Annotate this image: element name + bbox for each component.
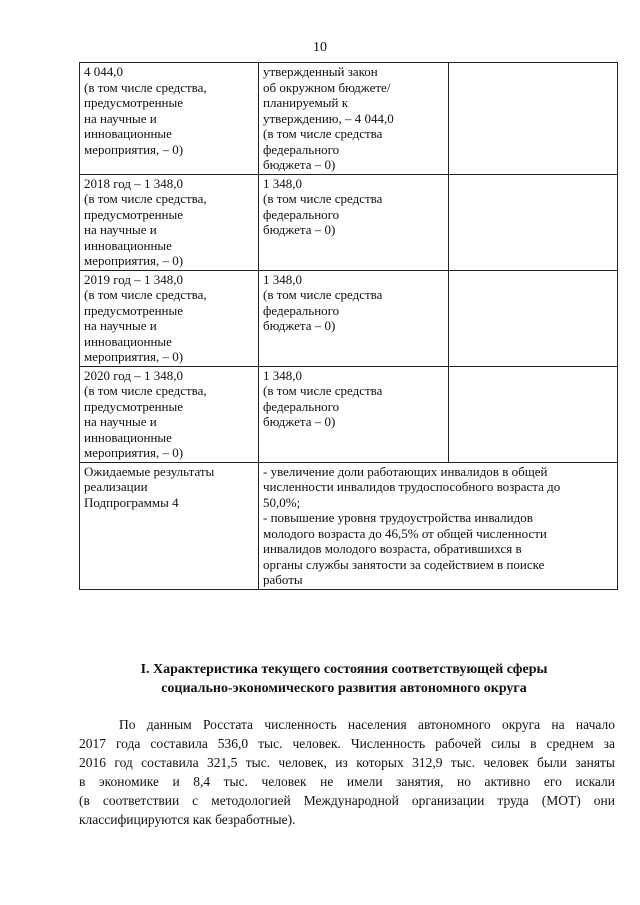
text-line: инновационные [84, 333, 172, 349]
paragraph-line: По данным Росстата численность населения автономного округа на начало [119, 717, 615, 732]
text-line: предусмотренные [84, 302, 184, 318]
text-line: численности инвалидов трудоспособного возраста до [263, 479, 561, 494]
budget-source-cell [259, 174, 449, 270]
heading-line: социально-экономического развития автономного округа [161, 681, 527, 696]
text-line: инвалидов молодого возраста, обратившихся в [263, 541, 522, 556]
text-line: федерального [263, 141, 340, 157]
text-line: предусмотренные [84, 398, 184, 414]
funding-year-cell [80, 174, 259, 270]
text-line: 4 044,0 [84, 64, 123, 79]
page-number: 10 [313, 40, 327, 55]
text-line: инновационные [84, 126, 172, 141]
text-line: бюджета – 0) [263, 414, 336, 429]
text-line: мероприятия, – 0) [84, 253, 184, 268]
text-line: утвержденный закон [263, 64, 378, 79]
text-line: органы службы занятости за содействием в поиске [263, 556, 545, 572]
text-line: инновационные [84, 429, 172, 445]
text-line: мероприятия, – 0) [84, 141, 184, 157]
text-line: инновационные [84, 237, 172, 253]
text-line: (в том числе средства, [84, 79, 207, 95]
text-line: предусмотренные [84, 95, 184, 110]
text-line: мероприятия, – 0) [84, 445, 184, 460]
text-line: на научные и [84, 414, 157, 429]
empty-cell [448, 366, 617, 462]
text-line: бюджета – 0) [263, 222, 336, 237]
text-line: (в том числе средства, [84, 191, 207, 206]
text-line: (в том числе средства [263, 287, 383, 302]
expected-results-label [80, 462, 259, 589]
paragraph-line: классифицируются как безработные). [79, 812, 296, 827]
text-line: 1 348,0 [263, 271, 302, 287]
funding-year-cell [80, 270, 259, 366]
text-line: - увеличение доли работающих инвалидов в общей [263, 463, 548, 479]
text-line: работы [263, 572, 303, 587]
budget-source-cell [259, 270, 449, 366]
expected-results-content [259, 462, 618, 589]
text-line: мероприятия, – 0) [84, 349, 184, 364]
funding-year-cell [80, 366, 259, 462]
funding-table [79, 62, 618, 590]
text-line: (в том числе средства [263, 191, 383, 206]
text-line: бюджета – 0) [263, 318, 336, 333]
paragraph-line: (в соответствии с методологией Международной организации труда (МОТ) они [79, 793, 615, 808]
text-line: федерального [263, 398, 340, 414]
text-line: (в том числе средства, [84, 383, 207, 398]
table-row [80, 174, 618, 270]
table-row [80, 366, 618, 462]
text-line: 2020 год – 1 348,0 [84, 367, 183, 383]
empty-cell [448, 63, 617, 175]
text-line: на научные и [84, 222, 157, 237]
text-line: (в том числе средства [263, 126, 383, 141]
text-line: 50,0%; [263, 494, 301, 510]
text-line: 1 348,0 [263, 367, 302, 383]
section-heading [79, 660, 609, 698]
text-line: 2018 год – 1 348,0 [84, 175, 183, 191]
table-row [80, 63, 618, 175]
text-line: об окружном бюджете/ [263, 79, 391, 95]
empty-cell [448, 270, 617, 366]
text-line: 1 348,0 [263, 175, 302, 191]
section-paragraph [79, 715, 615, 829]
funding-total-cell [80, 63, 259, 175]
table-row [80, 270, 618, 366]
text-line: (в том числе средства, [84, 287, 207, 302]
text-line: на научные и [84, 110, 157, 126]
text-line: планируемый к [263, 95, 349, 110]
text-line: Подпрограммы 4 [84, 494, 179, 510]
text-line: на научные и [84, 318, 157, 333]
paragraph-line: в экономике и 8,4 тыс. человек не имели занятия, но активно его искали [79, 774, 615, 789]
text-line: федерального [263, 302, 340, 318]
budget-source-cell [259, 366, 449, 462]
paragraph-line: 2016 год составила 321,5 тыс. человек, из которых 312,9 тыс. человек были заняты [79, 755, 615, 770]
table-row [80, 462, 618, 589]
paragraph-line: 2017 года составила 536,0 тыс. человек. Численность рабочей силы в среднем за [79, 736, 615, 751]
text-line: Ожидаемые результаты [84, 463, 215, 479]
text-line: федерального [263, 206, 340, 222]
text-line: бюджета – 0) [263, 157, 336, 172]
text-line: предусмотренные [84, 206, 184, 222]
text-line: утверждению, – 4 044,0 [263, 110, 394, 126]
text-line: реализации [84, 479, 148, 494]
text-line: (в том числе средства [263, 383, 383, 398]
text-line: молодого возраста до 46,5% от общей численности [263, 525, 547, 541]
budget-source-cell [259, 63, 449, 175]
text-line: - повышение уровня трудоустройства инвалидов [263, 510, 533, 525]
empty-cell [448, 174, 617, 270]
heading-line: I. Характеристика текущего состояния соответствующей сферы [140, 662, 548, 677]
text-line: 2019 год – 1 348,0 [84, 271, 183, 287]
